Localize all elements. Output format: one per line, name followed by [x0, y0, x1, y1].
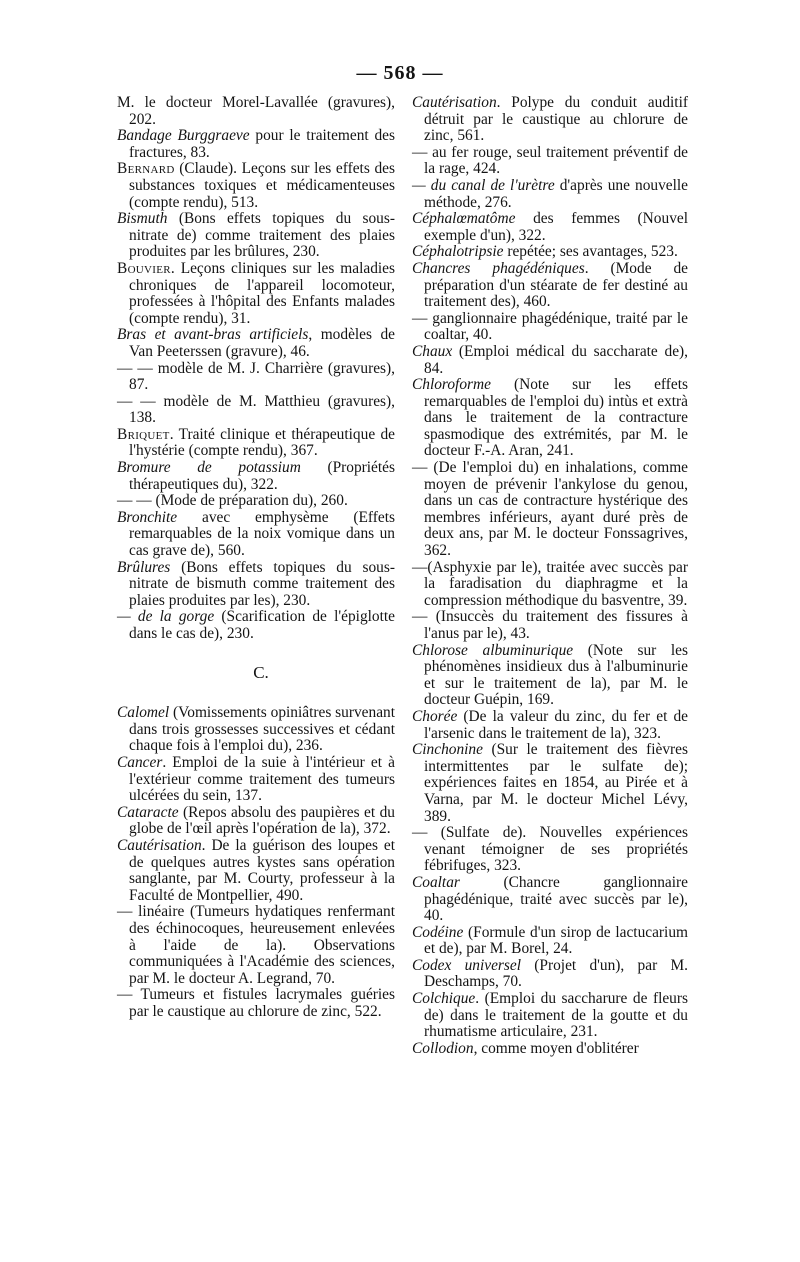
index-entry: [412, 311, 688, 344]
index-entry: [117, 755, 395, 805]
page-number: — 568 —: [356, 62, 444, 84]
index-entry: [117, 261, 395, 327]
entry-text: — (Insuccès du traitement des fissures à l'anus par le), 43.: [412, 608, 688, 642]
right-column: [412, 95, 688, 1057]
entry-text: . De la guérison des loupes et de quelques autres kystes sans opération sanglante, par M. Courty, professeur à la Faculté de Montpellier, 490.: [129, 836, 395, 904]
entry-heading: Cinchonine: [412, 741, 483, 759]
entry-text: —(Asphyxie par le), traitée avec succès par la faradisation du diaphragme et la compression méthodique du basventre, 39.: [412, 558, 688, 609]
entry-heading: Bras et avant-bras artificiels: [117, 326, 309, 344]
entry-heading: Calomel: [117, 704, 170, 722]
entry-text: (Sur le traitement des fièvres intermittentes par le sulfate de); expériences faites en 1854, au Pirée et à Varna, par M. le docteur Michel Lévy, 389.: [424, 741, 688, 825]
entry-text: . Traité clinique et thérapeutique de l'hystérie (compte rendu), 367.: [129, 425, 395, 460]
index-entry: [117, 460, 395, 493]
entry-text: . (Emploi du saccharure de fleurs de) dans le traitement de la goutte et du rhumatisme articulaire, 231.: [424, 990, 688, 1041]
entry-text: — au fer rouge, seul traitement préventif de la rage, 424.: [412, 143, 688, 178]
entry-heading: Céphalœmatôme: [412, 210, 516, 228]
index-entry: [412, 344, 688, 377]
index-entry: [412, 709, 688, 742]
index-entry: [412, 211, 688, 244]
entry-text: , comme moyen d'oblitérer: [473, 1039, 639, 1057]
entry-text: (Bons effets topiques du sous-nitrate de) comme traitement des plaies produites par les brûlures, 230.: [129, 210, 395, 261]
index-entry: [412, 643, 688, 709]
index-entry: [117, 560, 395, 610]
index-entry: [117, 609, 395, 642]
entry-text: . (Mode de préparation d'un stéarate de fer destiné au traitement des), 460.: [424, 259, 689, 311]
entry-heading: Chloroforme: [412, 376, 491, 394]
index-entry: [412, 609, 688, 642]
entry-heading: Codex universel: [412, 956, 522, 974]
section-letter-c: C.: [253, 662, 269, 682]
entry-text: (Chancre ganglionnaire phagédénique, traité avec succès par le), 40.: [424, 873, 688, 925]
entry-heading: — de la gorge: [117, 608, 215, 626]
index-entry: [117, 327, 395, 360]
entry-text: M. le docteur Morel-Lavallée (gravures), 202.: [117, 94, 395, 128]
entry-text: — — (Mode de préparation du), 260.: [117, 492, 348, 510]
index-entry: [412, 825, 688, 875]
entry-text: (Emploi médical du saccharate de), 84.: [424, 342, 688, 377]
index-entry: [412, 875, 688, 925]
entry-text: . Polype du conduit auditif détruit par le caustique au chlorure de zinc, 561.: [424, 94, 688, 145]
entry-text: — (De l'emploi du) en inhalations, comme moyen de prévenir l'ankylose du genou, dans un cas de contracture hystérique des membres inférieurs, ayant duré près de deux ans, par M. le docteur Fonssagrives, 362.: [412, 459, 688, 560]
entry-text: (Formule d'un sirop de lactucarium et de), par M. Borel, 24.: [424, 923, 688, 958]
entry-text: — ganglionnaire phagédénique, traité par le coaltar, 40.: [412, 309, 688, 344]
entry-heading: Céphalotripsie: [412, 243, 504, 261]
index-entry: [117, 838, 395, 904]
index-entry: [412, 244, 688, 261]
entry-heading: Cataracte: [117, 803, 179, 821]
entry-heading: Cancer: [117, 753, 163, 771]
entry-heading: Bernard: [117, 160, 175, 178]
index-entry: [117, 904, 395, 987]
entry-heading: Bandage Burggraeve: [117, 127, 250, 145]
entry-heading: — du canal de l'urètre: [412, 176, 555, 194]
index-entry: [412, 925, 688, 958]
index-entry: [412, 742, 688, 825]
entry-heading: Collodion: [412, 1039, 474, 1057]
entry-text: . Leçons cliniques sur les maladies chroniques de l'appareil locomoteur, professées à l'hôpital des Enfants malades (compte rendu), 31.: [129, 259, 395, 327]
entry-text: (Repos absolu des paupières et du globe de l'œil après l'opération de la), 372.: [129, 803, 395, 838]
entry-heading: Cautérisation: [412, 94, 497, 111]
index-entry: [117, 361, 395, 394]
index-entry: [117, 987, 395, 1020]
entry-heading: Bismuth: [117, 210, 168, 228]
entry-text: — — modèle de M. Matthieu (gravures), 138.: [117, 392, 395, 427]
index-entry: [117, 510, 395, 560]
index-entry: [117, 211, 395, 261]
entry-heading: Coaltar: [412, 873, 460, 891]
entry-heading: Bromure de potassium: [117, 459, 301, 477]
entry-text: (Note sur les phénomènes insidieux dus à l'albuminurie et sur le traitement de la), par M. le docteur Guépin, 169.: [424, 641, 688, 709]
entry-text: (Vomissements opiniâtres survenant dans trois grossesses successives et cédant chaque fois à l'emploi du), 236.: [129, 704, 395, 755]
entry-text: (Scarification de l'épiglotte dans le cas de), 230.: [129, 608, 395, 642]
entry-text: des femmes (Nouvel exemple d'un), 322.: [424, 210, 688, 244]
entry-text: (Claude). Leçons sur les effets des substances toxiques et médicamenteuses (compte rendu), 513.: [129, 160, 395, 211]
entry-heading: Cautérisation: [117, 836, 202, 854]
index-entry: [412, 377, 688, 460]
index-entry: [412, 958, 688, 991]
index-entries-c: [117, 705, 395, 1020]
index-entry: [412, 1041, 688, 1058]
entry-heading: Bronchite: [117, 508, 178, 526]
entry-text: pour le traitement des fractures, 83.: [129, 127, 395, 161]
entry-text: d'après une nouvelle méthode, 276.: [424, 176, 688, 211]
entry-heading: Colchique: [412, 990, 476, 1008]
index-entry: [117, 95, 395, 128]
entry-text: (Bons effets topiques du sous-nitrate de bismuth comme traitement des plaies produites par les), 230.: [129, 558, 395, 609]
index-entry: [117, 394, 395, 427]
entry-text: (Propriétés thérapeutiques du), 322.: [129, 459, 395, 493]
index-entry: [412, 560, 688, 610]
entry-heading: Briquet: [117, 425, 170, 443]
index-entry: [117, 705, 395, 755]
index-entry: [412, 460, 688, 560]
entry-text: avec emphysème (Effets remarquables de la noix vomique dans un cas grave de), 560.: [129, 508, 395, 560]
entry-heading: Codéine: [412, 923, 464, 941]
entry-text: repétée; ses avantages, 523.: [503, 243, 678, 261]
left-column: [117, 95, 395, 1020]
entry-text: (Note sur les effets remarquables de l'emploi du) intùs et extrà dans le traitement de la contracture spasmodique des extrémités, par M. le docteur F.-A. Aran, 241.: [424, 376, 688, 460]
entry-heading: Brûlures: [117, 558, 171, 576]
entry-text: — (Sulfate de). Nouvelles expériences venant témoigner de ses propriétés fébrifuges, 323.: [412, 824, 688, 875]
entry-heading: Chorée: [412, 707, 458, 725]
entry-text: — linéaire (Tumeurs hydatiques renfermant des échinocoques, heureusement enlevées à l'aide de la). Observations communiquées à l'Académie des sciences, par M. le docteur A. Legrand, 70.: [117, 903, 395, 987]
entry-text: (Projet d'un), par M. Deschamps, 70.: [424, 956, 688, 991]
entry-text: — — modèle de M. J. Charrière (gravures), 87.: [117, 359, 395, 394]
index-entry: [412, 991, 688, 1041]
index-entry: [117, 161, 395, 211]
entry-heading: Chancres phagédéniques: [412, 259, 585, 277]
index-entry: [412, 95, 688, 145]
index-entry: [412, 261, 688, 311]
index-entry: [412, 178, 688, 211]
index-entry: [412, 145, 688, 178]
index-entry: [117, 128, 395, 161]
index-entry: [117, 805, 395, 838]
index-entry: [117, 427, 395, 460]
entry-text: — Tumeurs et fistules lacrymales guéries par le caustique au chlorure de zinc, 522.: [117, 986, 395, 1020]
entry-text: . Emploi de la suie à l'intérieur et à l'extérieur comme traitement des tumeurs ulcérées du sein, 137.: [129, 753, 395, 805]
index-entries-c-continued: [412, 95, 688, 1057]
index-entries-b: [117, 95, 395, 643]
entry-heading: Bouvier: [117, 259, 171, 277]
entry-text: (De la valeur du zinc, du fer et de l'arsenic dans le traitement de la), 323.: [424, 707, 688, 742]
entry-heading: Chaux: [412, 342, 453, 360]
entry-text: , modèles de Van Peeterssen (gravure), 46.: [129, 326, 396, 360]
index-entry: [117, 493, 395, 510]
entry-heading: Chlorose albuminurique: [412, 641, 574, 659]
